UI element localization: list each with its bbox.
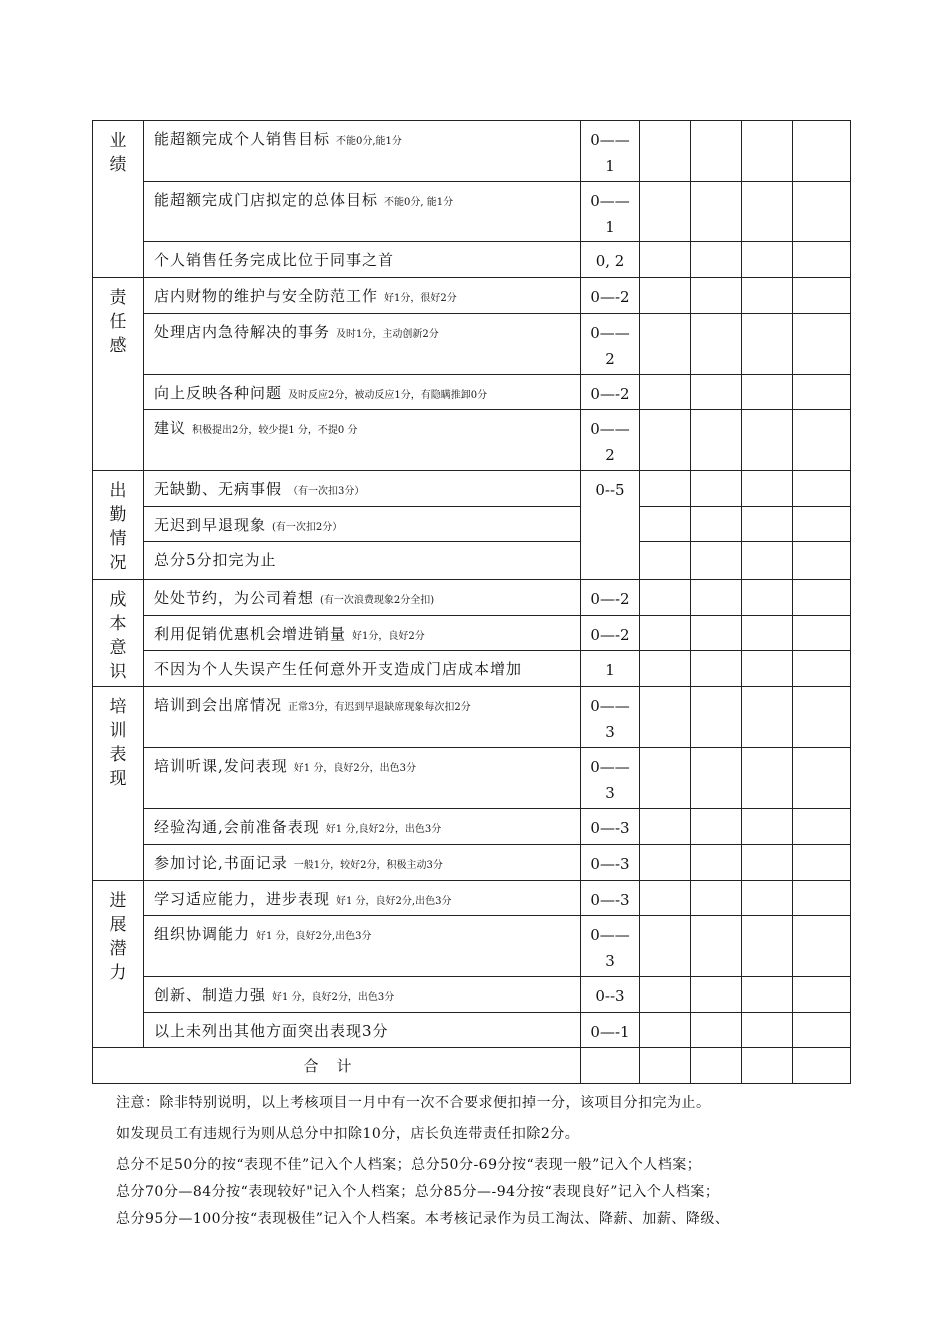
criterion-text: 培训到会出席情况 [154,696,283,714]
score-range-text: 0--5 [595,481,625,499]
score-entry-cell[interactable] [793,278,851,314]
score-range-cell [581,748,640,809]
criterion-cell [144,580,581,616]
criterion-text: 利用促销优惠机会增进销量 [154,625,347,643]
table-row [93,977,851,1013]
criterion-text: 以上未列出其他方面突出表现3分 [154,1022,389,1040]
criterion-text: 参加讨论,书面记录 [154,854,288,872]
score-entry-cell[interactable] [793,542,851,580]
score-entry-cell[interactable] [742,242,793,278]
score-range-cell [581,616,640,651]
score-entry-cell[interactable] [640,471,691,507]
table-row [93,182,851,242]
criterion-cell [144,977,581,1013]
score-entry-cell[interactable] [793,687,851,748]
score-entry-cell[interactable] [742,809,793,845]
notes-section [116,1090,856,1233]
scoring-note: 好1分，很好2分 [384,293,457,304]
score-range-cell [581,977,640,1013]
table-row [93,471,851,507]
total-entry-cell[interactable] [742,1048,793,1084]
score-entry-cell[interactable] [742,471,793,507]
scoring-note: 不能0分, 能1分 [384,197,454,208]
score-entry-cell[interactable] [742,748,793,809]
score-entry-cell[interactable] [691,809,742,845]
total-label: 合计 [93,1048,581,1084]
category-label-char: 勤 [109,505,127,525]
score-entry-cell[interactable] [691,748,742,809]
criterion-cell [144,881,581,916]
category-label-char: 责 [109,288,127,308]
total-entry-cell[interactable] [581,1048,640,1084]
criterion-cell [144,410,581,471]
category-label-char: 况 [109,553,127,573]
note-line: 总分95分—100分按“表现极佳”记入个人档案。本考核记录作为员工淘汰、降薪、加薪、降级、 [116,1211,730,1227]
table-row [93,507,851,542]
score-entry-cell[interactable] [793,471,851,507]
table-row [93,410,851,471]
category-label-char: 识 [109,662,127,682]
score-range-cell [581,1013,640,1048]
score-range-cell [581,845,640,881]
score-range-text: 0--3 [595,987,625,1005]
criterion-text: 店内财物的维护与安全防范工作 [154,287,379,305]
note-line: 总分70分—84分按“表现较好"记入个人档案；总分85分—-94分按“表现良好”记入个人档案； [116,1184,720,1200]
score-entry-cell[interactable] [793,1013,851,1048]
category-cell [93,687,144,881]
score-entry-cell[interactable] [793,580,851,616]
category-label-char: 任 [109,312,127,332]
score-entry-cell[interactable] [691,375,742,410]
score-range-cell [581,278,640,314]
score-entry-cell[interactable] [742,507,793,542]
table-row [93,1013,851,1048]
score-range-text: 2 [605,350,615,368]
score-range-text: 0—-3 [590,855,630,873]
category-label-char: 训 [109,721,127,741]
criterion-text: 创新、制造力强 [154,986,267,1004]
scoring-note: 好1 分，良好2分,出色3分 [256,931,372,942]
score-entry-cell[interactable] [640,845,691,881]
criterion-text: 无缺勤、无病事假 [154,480,283,498]
score-range-text: 0—— [590,420,630,438]
score-entry-cell[interactable] [640,542,691,580]
category-cell [93,580,144,687]
score-range-text: 0—-3 [590,819,630,837]
score-entry-cell[interactable] [691,182,742,242]
category-label-char: 表 [109,745,127,765]
score-range-cell [581,410,640,471]
criterion-cell [144,687,581,748]
table-row [93,121,851,182]
score-range-cell [581,881,640,916]
score-range-cell [581,687,640,748]
score-entry-cell[interactable] [793,314,851,375]
scoring-note: 好1 分，良好2分,出色3分 [336,896,452,907]
score-entry-cell[interactable] [640,651,691,687]
score-entry-cell[interactable] [640,881,691,916]
score-range-cell [581,809,640,845]
criterion-text: 个人销售任务完成比位于同事之首 [154,251,395,269]
score-entry-cell[interactable] [640,121,691,182]
score-entry-cell[interactable] [793,507,851,542]
score-entry-cell[interactable] [793,809,851,845]
score-entry-cell[interactable] [640,616,691,651]
score-entry-cell[interactable] [793,748,851,809]
score-range-cell [581,375,640,410]
score-entry-cell[interactable] [793,410,851,471]
score-entry-cell[interactable] [793,651,851,687]
score-range-text: 1 [605,157,615,175]
score-range-text: 0—-2 [590,385,630,403]
score-entry-cell[interactable] [742,687,793,748]
criterion-cell [144,916,581,977]
criterion-text: 建议 [154,419,187,437]
score-entry-cell[interactable] [691,616,742,651]
score-entry-cell[interactable] [691,507,742,542]
criterion-text: 不因为个人失误产生任何意外开支造成门店成本增加 [154,660,523,678]
score-range-text: 1 [605,218,615,236]
score-entry-cell[interactable] [691,580,742,616]
score-entry-cell[interactable] [640,278,691,314]
score-entry-cell[interactable] [640,916,691,977]
score-entry-cell[interactable] [640,375,691,410]
scoring-note: 好1 分,良好2分，出色3分 [325,824,442,835]
score-entry-cell[interactable] [742,375,793,410]
table-row [93,845,851,881]
table-row [93,748,851,809]
score-range-cell [581,651,640,687]
criterion-text: 处处节约，为公司着想 [154,589,315,607]
score-entry-cell[interactable] [640,314,691,375]
score-range-text: 3 [605,952,615,970]
score-entry-cell[interactable] [691,1013,742,1048]
scoring-note: (有一次浪费现象2分全扣) [320,595,435,606]
criterion-cell [144,809,581,845]
category-label-char: 意 [109,638,127,658]
criterion-cell [144,507,581,542]
category-label-char: 展 [109,915,127,935]
score-range-text: 3 [605,723,615,741]
criterion-cell [144,471,581,507]
criterion-text: 组织协调能力 [154,925,251,943]
score-entry-cell[interactable] [793,881,851,916]
category-label-char: 现 [109,769,127,789]
score-entry-cell[interactable] [793,121,851,182]
criterion-text: 培训听课,发问表现 [154,757,288,775]
score-entry-cell[interactable] [793,182,851,242]
score-range-cell [581,580,640,616]
criterion-cell [144,542,581,580]
score-entry-cell[interactable] [793,242,851,278]
scoring-note: （有一次扣3分） [288,486,365,497]
criterion-cell [144,748,581,809]
score-entry-cell[interactable] [793,845,851,881]
score-entry-cell[interactable] [691,687,742,748]
score-range-cell [581,916,640,977]
score-entry-cell[interactable] [640,809,691,845]
score-entry-cell[interactable] [742,182,793,242]
score-entry-cell[interactable] [640,687,691,748]
score-entry-cell[interactable] [691,410,742,471]
score-entry-cell[interactable] [742,881,793,916]
score-entry-cell[interactable] [793,916,851,977]
score-range-text: 1 [605,661,615,679]
evaluation-table-container [92,120,850,1084]
scoring-note: (有一次扣2分） [272,522,343,533]
score-entry-cell[interactable] [691,242,742,278]
category-cell [93,121,144,278]
score-entry-cell[interactable] [742,278,793,314]
score-entry-cell[interactable] [742,916,793,977]
table-row [93,809,851,845]
score-entry-cell[interactable] [640,507,691,542]
score-entry-cell[interactable] [691,881,742,916]
score-range-cell [581,182,640,242]
scoring-note: 正常3分，有迟到早退缺席现象每次扣2分 [288,702,471,713]
score-range-text: 0—-2 [590,288,630,306]
scoring-note: 好1 分，良好2分，出色3分 [293,763,417,774]
score-entry-cell[interactable] [640,410,691,471]
scoring-note: 积极提出2分，较少提1 分，不提0 分 [192,425,358,436]
score-range-text: 0—-2 [590,590,630,608]
score-range-text: 0—— [590,697,630,715]
category-label-char: 力 [109,963,127,983]
criterion-cell [144,242,581,278]
scoring-note: 一般1分，较好2分，积极主动3分 [293,860,443,871]
criterion-text: 总分5分扣完为止 [154,551,277,569]
total-entry-cell[interactable] [691,1048,742,1084]
score-entry-cell[interactable] [640,748,691,809]
score-range-text: 0—-2 [590,626,630,644]
score-range-text: 0—— [590,758,630,776]
criterion-cell [144,651,581,687]
score-entry-cell[interactable] [793,977,851,1013]
score-entry-cell[interactable] [640,242,691,278]
category-label-char: 出 [109,481,127,501]
table-row [93,651,851,687]
score-entry-cell[interactable] [691,121,742,182]
score-entry-cell[interactable] [793,616,851,651]
score-range-text: 2 [605,446,615,464]
criterion-text: 经验沟通,会前准备表现 [154,818,320,836]
table-row [93,242,851,278]
score-range-cell [581,471,640,580]
category-cell [93,471,144,580]
criterion-text: 学习适应能力，进步表现 [154,890,331,908]
scoring-note: 及时反应2分，被动反应1分，有隐瞒推卸0分 [288,390,488,401]
scoring-note: 及时1分，主动创新2分 [336,329,439,340]
score-entry-cell[interactable] [691,471,742,507]
category-label-char: 成 [109,590,127,610]
score-entry-cell[interactable] [640,182,691,242]
category-label-char: 业 [109,131,127,151]
score-entry-cell[interactable] [691,845,742,881]
score-range-text: 3 [605,784,615,802]
score-range-text: 0—— [590,131,630,149]
score-entry-cell[interactable] [640,580,691,616]
score-entry-cell[interactable] [742,580,793,616]
criterion-text: 向上反映各种问题 [154,384,283,402]
category-cell [93,278,144,471]
score-entry-cell[interactable] [742,121,793,182]
score-entry-cell[interactable] [742,410,793,471]
note-line: 注意：除非特别说明，以上考核项目一月中有一次不合要求便扣掉一分，该项目分扣完为止。 [116,1095,711,1111]
score-entry-cell[interactable] [640,977,691,1013]
scoring-note: 好1分，良好2分 [352,631,425,642]
category-cell [93,881,144,1048]
score-entry-cell[interactable] [691,916,742,977]
category-label-char: 潜 [109,939,127,959]
score-entry-cell[interactable] [691,651,742,687]
category-label-char: 本 [109,614,127,634]
table-row [93,580,851,616]
table-row [93,616,851,651]
total-row [93,1048,851,1084]
note-line: 如发现员工有违规行为则从总分中扣除10分，店长负连带责任扣除2分。 [116,1126,580,1142]
category-label-char: 情 [109,529,127,549]
score-entry-cell[interactable] [691,314,742,375]
score-entry-cell[interactable] [742,542,793,580]
criterion-cell [144,845,581,881]
score-entry-cell[interactable] [691,278,742,314]
category-label-char: 进 [109,891,127,911]
total-entry-cell[interactable] [793,1048,851,1084]
score-entry-cell[interactable] [742,977,793,1013]
score-entry-cell[interactable] [793,375,851,410]
criterion-text: 能超额完成个人销售目标 [154,130,331,148]
scoring-note: 好1 分，良好2分，出色3分 [272,992,395,1003]
table-row [93,881,851,916]
table-row [93,687,851,748]
total-entry-cell[interactable] [640,1048,691,1084]
scoring-note: 不能0分,能1分 [336,136,402,147]
criterion-cell [144,182,581,242]
score-range-cell [581,242,640,278]
criterion-text: 无迟到早退现象 [154,516,267,534]
score-range-text: 0—— [590,192,630,210]
table-row [93,916,851,977]
criterion-cell [144,1013,581,1048]
table-row [93,542,851,580]
score-range-text: 0—— [590,324,630,342]
score-entry-cell[interactable] [742,845,793,881]
score-range-cell [581,121,640,182]
score-entry-cell[interactable] [691,542,742,580]
criterion-cell [144,121,581,182]
table-row [93,278,851,314]
category-label-char: 绩 [109,155,127,175]
score-entry-cell[interactable] [640,1013,691,1048]
criterion-cell [144,314,581,375]
score-range-cell [581,314,640,375]
score-range-text: 0—-3 [590,891,630,909]
score-range-text: 0—-1 [590,1023,630,1041]
criterion-text: 能超额完成门店拟定的总体目标 [154,191,379,209]
criterion-cell [144,278,581,314]
score-entry-cell[interactable] [742,616,793,651]
score-entry-cell[interactable] [742,651,793,687]
criterion-cell [144,616,581,651]
note-line: 总分不足50分的按“表现不佳”记入个人档案；总分50分-69分按“表现一般”记入个人档案； [116,1157,702,1173]
score-range-text: 0—— [590,926,630,944]
category-label-char: 培 [109,697,127,717]
score-entry-cell[interactable] [742,1013,793,1048]
score-entry-cell[interactable] [742,314,793,375]
category-label-char: 感 [109,336,127,356]
table-row [93,375,851,410]
table-row [93,314,851,375]
score-range-text: 0, 2 [595,252,625,270]
criterion-cell [144,375,581,410]
evaluation-table [92,120,851,1084]
criterion-text: 处理店内急待解决的事务 [154,323,331,341]
score-entry-cell[interactable] [691,977,742,1013]
